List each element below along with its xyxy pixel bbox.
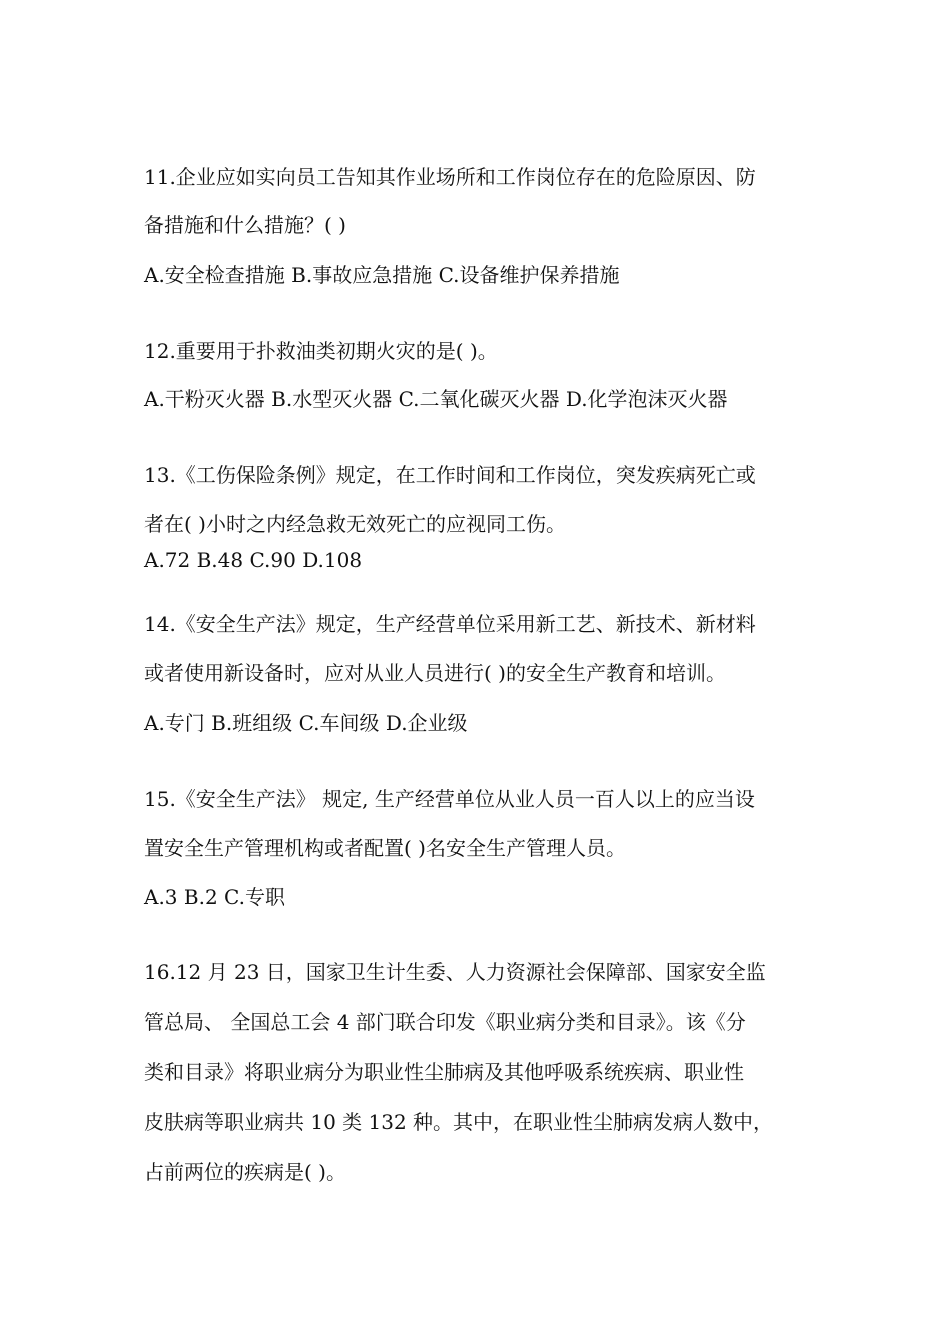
question-14-line-1: 14.《安全生产法》规定，生产经营单位采用新工艺、新技术、新材料 — [144, 612, 756, 636]
question-15-line-1: 15.《安全生产法》 规定, 生产经营单位从业人员一百人以上的应当设 — [144, 787, 755, 811]
question-16-line-5: 占前两位的疾病是( )。 — [144, 1160, 346, 1184]
question-11-line-1: 11.企业应如实向员工告知其作业场所和工作岗位存在的危险原因、防 — [144, 165, 756, 189]
question-15-line-2: 置安全生产管理机构或者配置( )名安全生产管理人员。 — [144, 836, 626, 860]
question-12-options: A.干粉灭火器 B.水型灭火器 C.二氧化碳灭火器 D.化学泡沫灭火器 — [144, 387, 728, 411]
question-11-options: A.安全检查措施 B.事故应急措施 C.设备维护保养措施 — [144, 263, 620, 287]
question-13-line-1: 13.《工伤保险条例》规定，在工作时间和工作岗位，突发疾病死亡或 — [144, 463, 756, 487]
question-13-options: A.72 B.48 C.90 D.108 — [144, 548, 363, 572]
question-14-line-2: 或者使用新设备时，应对从业人员进行( )的安全生产教育和培训。 — [144, 661, 726, 685]
question-13-line-2: 者在( )小时之内经急救无效死亡的应视同工伤。 — [144, 512, 566, 536]
question-11-line-2: 备措施和什么措施？( ) — [144, 213, 346, 237]
question-15-options: A.3 B.2 C.专职 — [144, 885, 285, 909]
question-16-line-1: 16.12 月 23 日，国家卫生计生委、人力资源社会保障部、国家安全监 — [144, 960, 766, 984]
question-16-line-2: 管总局、 全国总工会 4 部门联合印发《职业病分类和目录》。该《分 — [144, 1010, 746, 1034]
question-12-line-1: 12.重要用于扑救油类初期火灾的是( )。 — [144, 339, 498, 363]
question-14-options: A.专门 B.班组级 C.车间级 D.企业级 — [144, 711, 468, 735]
question-16-line-3: 类和目录》将职业病分为职业性尘肺病及其他呼吸系统疾病、职业性 — [144, 1060, 744, 1084]
question-16-line-4: 皮肤病等职业病共 10 类 132 种。其中，在职业性尘肺病发病人数中， — [144, 1110, 774, 1134]
